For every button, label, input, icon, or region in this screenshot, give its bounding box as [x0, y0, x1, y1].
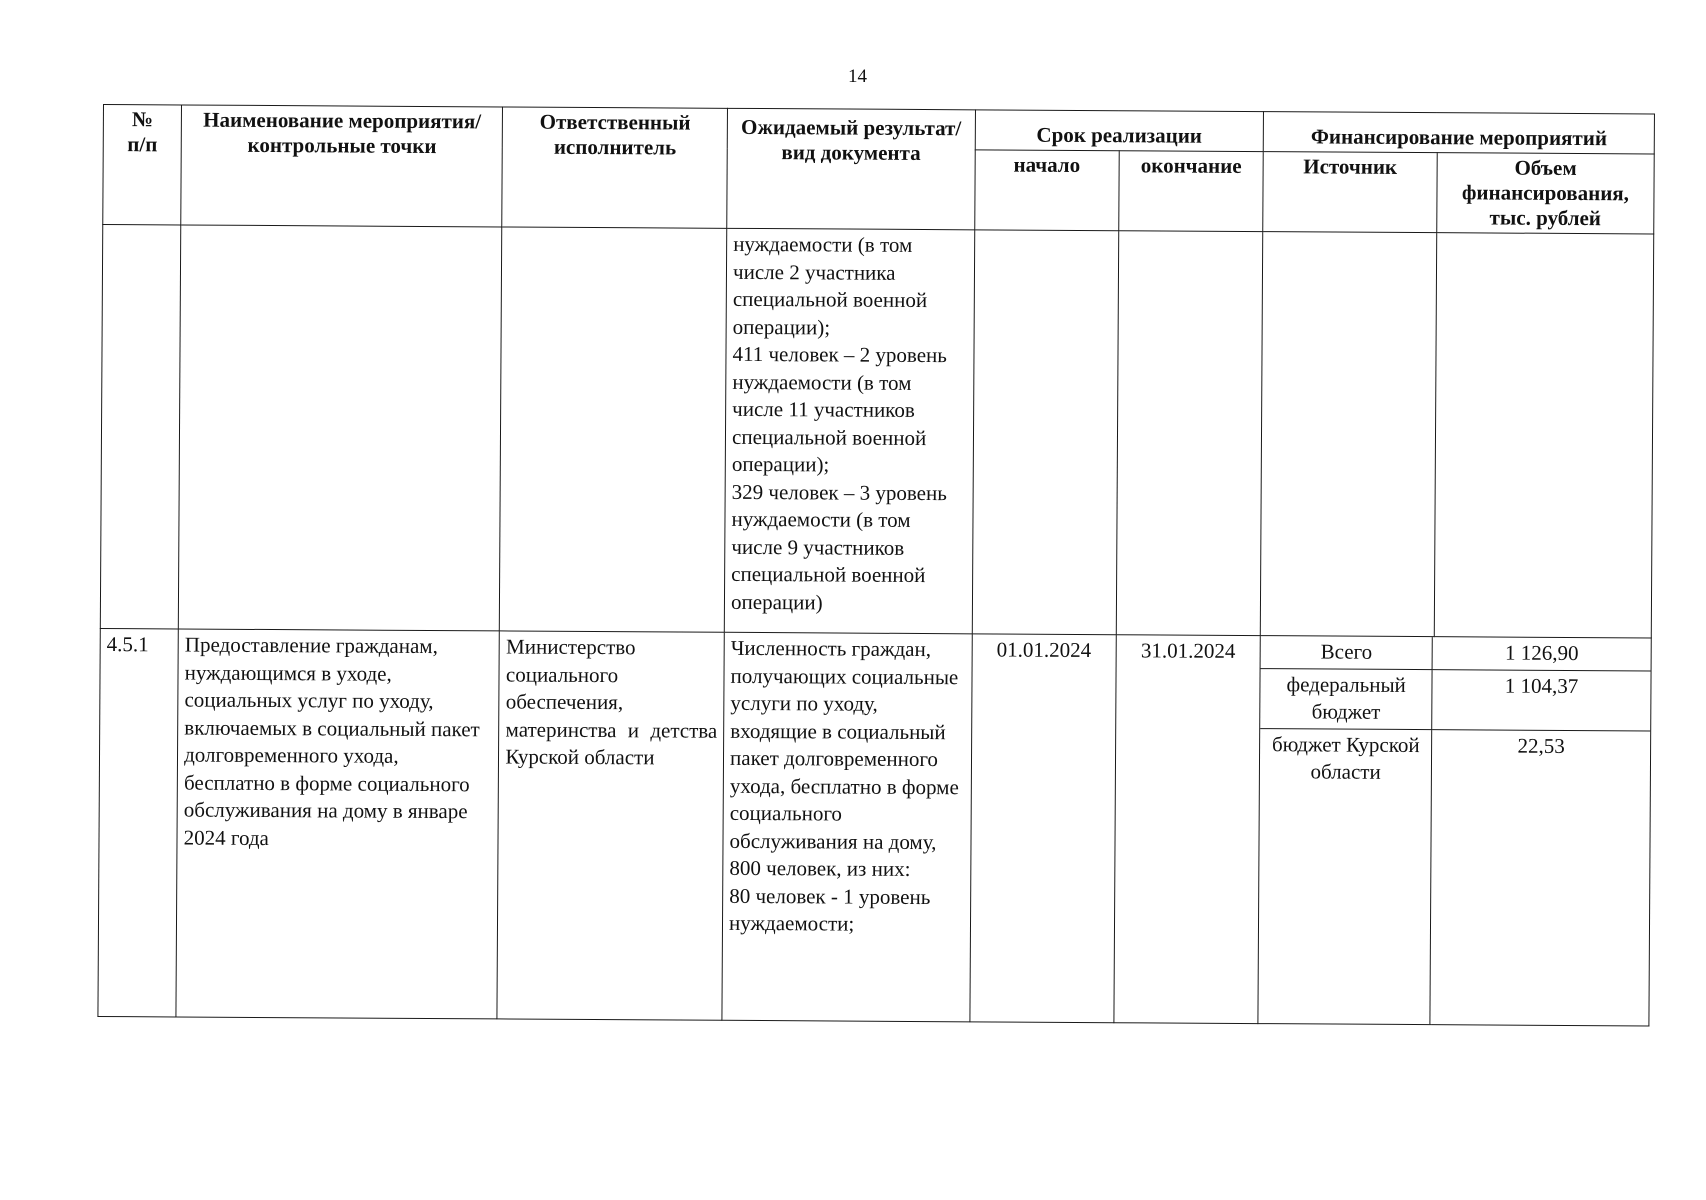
header-result: Ожидаемый результат/вид документа: [727, 108, 975, 230]
page-number: 14: [848, 66, 867, 87]
header-num: № п/п: [103, 105, 182, 225]
cell-name: Предоставление гражданам, нуждающимся в уходе, социальных услуг по уходу, включаемых в социальный пакет долговременного ухода, бесплатно в форме социального обслуживания на дому в январе 2024 года: [176, 629, 500, 1018]
cell-empty: [972, 230, 1119, 635]
header-row-1: [103, 105, 1654, 154]
funding-volume: 1 104,37: [1432, 670, 1650, 731]
cell-result-continued: нуждаемости (в том числе 2 участника специальной военной операции); 411 человек – 2 уровень нуждаемости (в том числе 11 участников специальной военной операции); 329 человек – 3 уровень нуждаемости (в том числе 9 участников специальной военной операции): [724, 228, 974, 634]
funding-volume: 22,53: [1517, 733, 1565, 758]
cell-empty: [1260, 232, 1436, 637]
funding-grid: [1259, 636, 1651, 1025]
header-source: Источник: [1263, 152, 1437, 233]
header-funding: Финансирование мероприятий: [1263, 112, 1654, 154]
cell-num: 4.5.1: [98, 628, 179, 1016]
cell-empty: [178, 225, 502, 631]
funding-source: федеральный бюджет: [1260, 669, 1432, 730]
funding-source: бюджет Курской области: [1259, 729, 1433, 1024]
cell-responsible: [497, 631, 724, 1020]
cell-start: 01.01.2024: [969, 634, 1116, 1022]
cell-empty: [500, 227, 727, 632]
cell-end: 31.01.2024: [1114, 635, 1261, 1023]
header-volume: Объем финансирования, тыс. рублей: [1437, 153, 1655, 234]
header-start: начало: [974, 150, 1119, 231]
funding-source: Всего: [1261, 636, 1433, 670]
cell-empty: [100, 225, 181, 629]
cell-empty: [1434, 233, 1654, 638]
cell-funding: [1258, 636, 1651, 1026]
header-name: Наименование мероприятия/контрольные точки: [181, 105, 503, 227]
cell-empty: [1116, 231, 1263, 636]
header-responsible: Ответственный исполнитель: [502, 107, 727, 228]
cell-result: Численность граждан, получающих социальные услуги по уходу, входящие в социальный пакет долговременного ухода, бесплатно в форме социального обслуживания на дому, 800 человек, из них: 80 человек - 1 уровень нуждаемости;: [722, 632, 972, 1021]
table-row: [98, 628, 1651, 1025]
responsible-text: Министерство социального обеспечения, материнства и детства Курской области: [505, 634, 718, 770]
header-end: окончание: [1119, 151, 1264, 232]
funding-volume: 1 126,90: [1433, 637, 1651, 671]
activities-table: [97, 104, 1655, 1026]
continuation-row: [100, 225, 1653, 638]
header-period: Срок реализации: [975, 110, 1264, 152]
